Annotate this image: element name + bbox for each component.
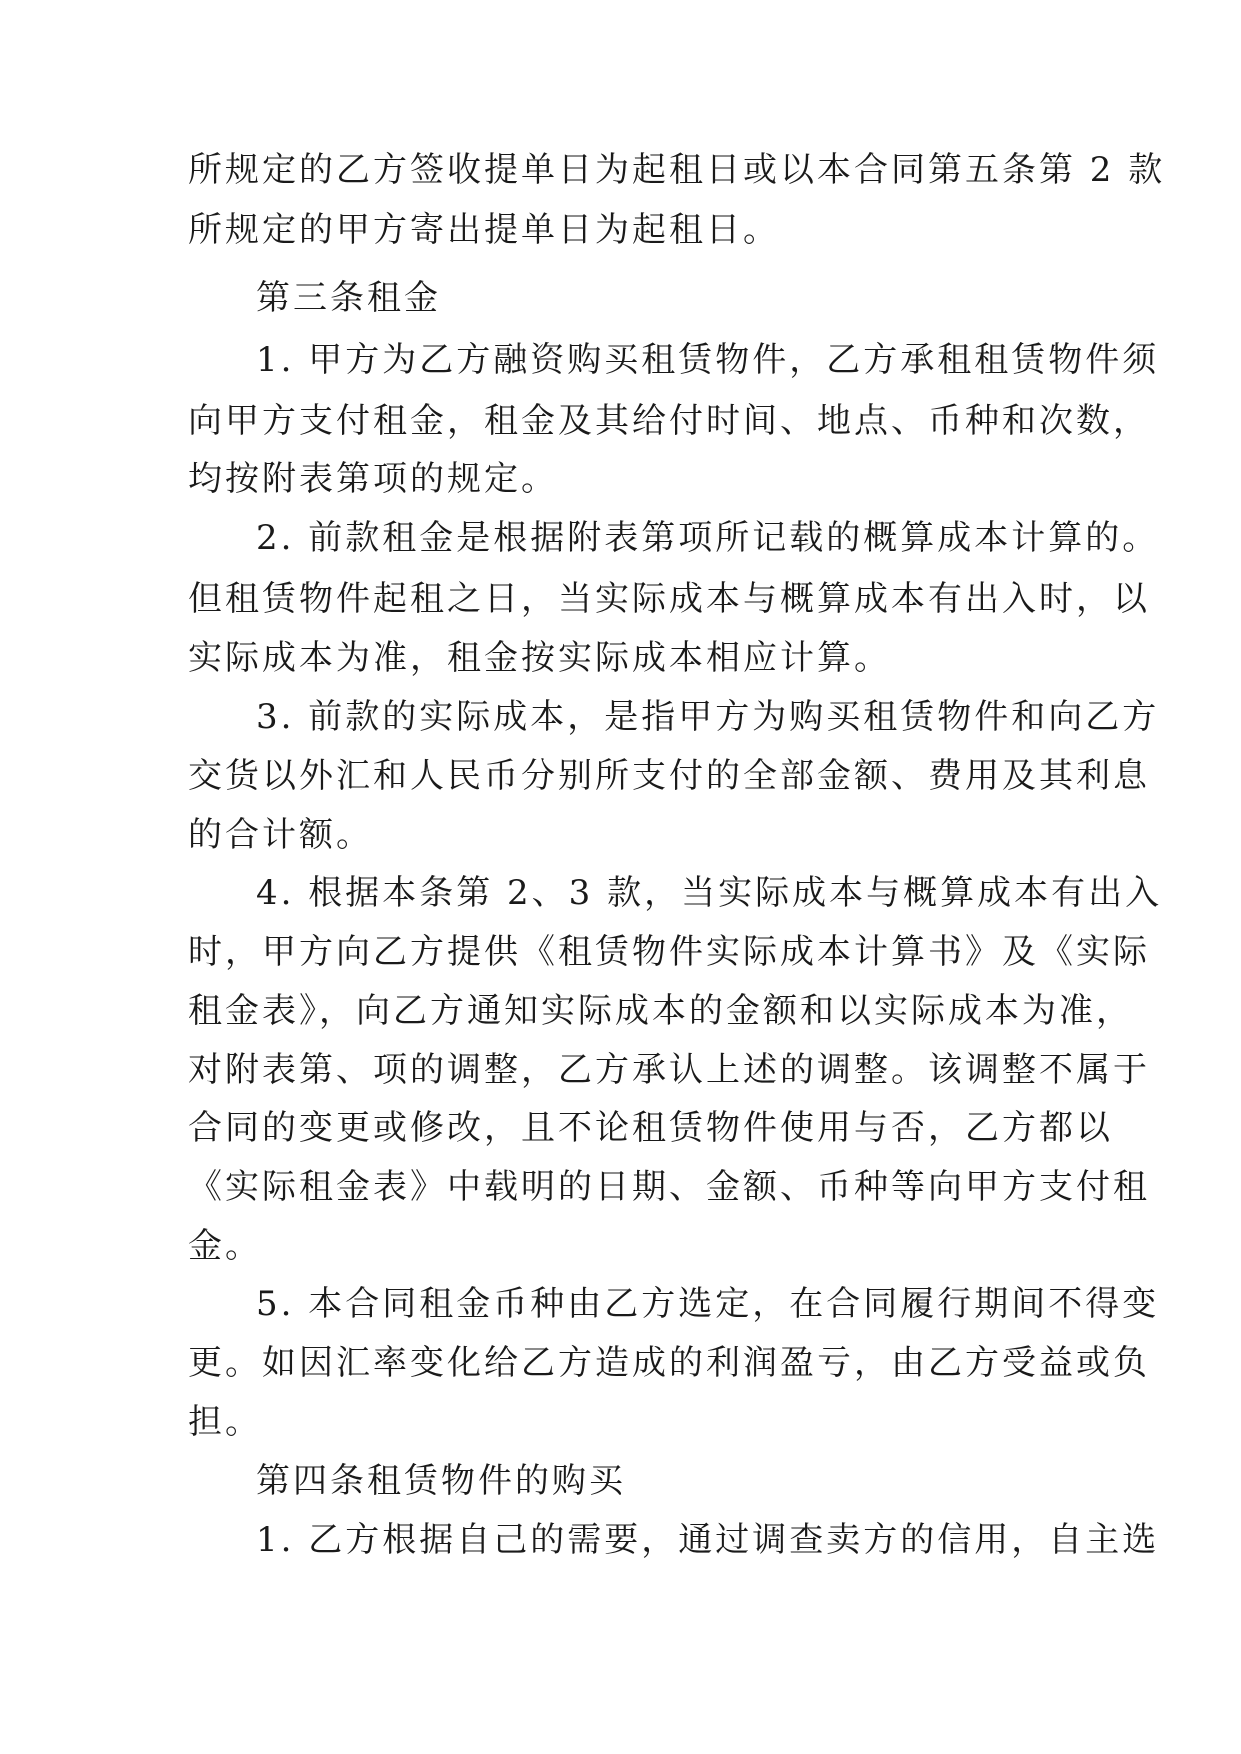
text-line: 所规定的乙方签收提单日为起租日或以本合同第五条第 2 款 [188,150,1166,190]
text-line: 3. 前款的实际成本，是指甲方为购买租赁物件和向乙方 [256,697,1160,737]
section-heading: 第四条租赁物件的购买 [256,1461,626,1501]
text-line: 的合计额。 [188,815,373,855]
text-line: 5. 本合同租金币种由乙方选定，在合同履行期间不得变 [256,1284,1160,1324]
text-line: 2. 前款租金是根据附表第项所记载的概算成本计算的。 [256,518,1160,558]
text-line: 更。如因汇率变化给乙方造成的利润盈亏，由乙方受益或负 [188,1343,1150,1383]
section-heading: 第三条租金 [256,278,441,318]
text-line: 但租赁物件起租之日，当实际成本与概算成本有出入时，以 [188,579,1150,619]
text-line: 对附表第、项的调整，乙方承认上述的调整。该调整不属于 [188,1050,1150,1090]
text-line: 4. 根据本条第 2、3 款，当实际成本与概算成本有出入 [256,873,1163,913]
text-line: 1. 乙方根据自己的需要，通过调查卖方的信用，自主选 [256,1520,1160,1560]
text-line: 均按附表第项的规定。 [188,459,558,499]
text-line: 担。 [188,1402,262,1442]
text-line: 交货以外汇和人民币分别所支付的全部金额、费用及其利息 [188,756,1150,796]
text-line: 时，甲方向乙方提供《租赁物件实际成本计算书》及《实际 [188,932,1150,972]
text-line: 合同的变更或修改，且不论租赁物件使用与否，乙方都以 [188,1108,1113,1148]
text-line: 所规定的甲方寄出提单日为起租日。 [188,210,780,250]
text-line: 《实际租金表》中载明的日期、金额、币种等向甲方支付租 [188,1167,1150,1207]
text-line: 租金表》，向乙方通知实际成本的金额和以实际成本为准， [188,991,1133,1031]
text-line: 实际成本为准，租金按实际成本相应计算。 [188,638,891,678]
text-line: 向甲方支付租金，租金及其给付时间、地点、币种和次数， [188,401,1150,441]
text-line: 金。 [188,1226,262,1266]
text-line: 1. 甲方为乙方融资购买租赁物件，乙方承租租赁物件须 [256,340,1160,380]
